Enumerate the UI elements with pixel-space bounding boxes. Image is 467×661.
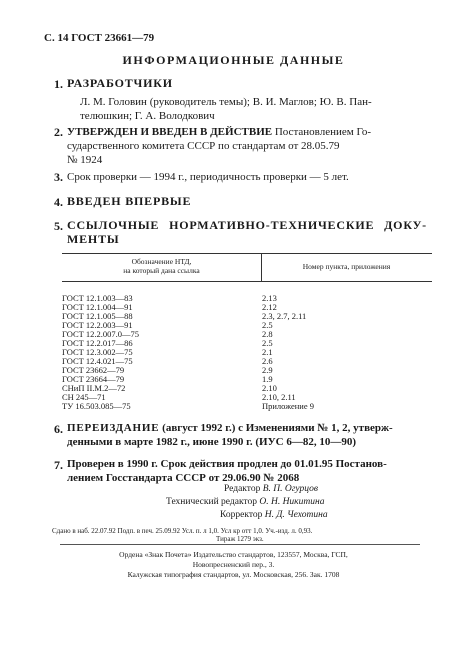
section-6-heading: ПЕРЕИЗДАНИЕ: [67, 422, 160, 434]
table-cell-doc: ГОСТ 12.1.003—83: [62, 293, 133, 303]
section-2-heading: УТВЕРЖДЕН И ВВЕДЕН В ДЕЙСТВИЕ: [67, 126, 273, 138]
imprint-line-2: Тираж 1279 экз.: [216, 535, 264, 543]
proofreader-credit: [220, 510, 328, 520]
table-cell-doc: СН 245—71: [62, 392, 106, 402]
section-5-heading-word-2: НОРМАТИВНО-ТЕХНИЧЕСКИЕ: [169, 218, 375, 232]
section-6-number: 6.: [54, 422, 63, 436]
section-7-number: 7.: [54, 458, 63, 472]
section-2-number: 2.: [54, 125, 63, 139]
editor-name: В. П. Огурцов: [262, 484, 319, 494]
table-cell-clause: 2.5: [262, 338, 273, 348]
table-cell-doc: ГОСТ 23664—79: [62, 374, 125, 384]
table-cell-clause: 2.1: [262, 347, 273, 357]
editor-label: Редактор: [224, 484, 261, 494]
table-cell-clause: 2.13: [262, 293, 277, 303]
table-header-rule: [62, 281, 432, 282]
table-cell-clause: 1.9: [262, 374, 273, 384]
table-top-rule: [62, 253, 432, 254]
section-5-heading-line-2: МЕНТЫ: [67, 232, 120, 246]
section-5-number: 5.: [54, 219, 63, 233]
section-2-line-1-rest: Постановлением Го-: [274, 126, 371, 138]
section-5-heading-word-3: ДОКУ-: [384, 218, 427, 232]
table-cell-doc: ГОСТ 12.3.002—75: [62, 347, 133, 357]
section-2-body: [67, 125, 427, 167]
section-1-number: 1.: [54, 77, 63, 91]
table-row: [62, 402, 432, 411]
section-7-line-1: Проверен в 1990 г. Срок действия продлен до 01.01.95 Постанов-: [67, 458, 387, 470]
section-6-line-1-rest: (август 1992 г.) с Изменениями № 1, 2, утверж-: [162, 422, 393, 434]
section-2-line-2: сударственного комитета СССР по стандартам от 28.05.79: [67, 140, 340, 152]
editor-credit: [224, 484, 318, 494]
printer-line-2: Новопресненский пер., 3.: [192, 560, 275, 569]
section-4-heading: ВВЕДЕН ВПЕРВЫЕ: [67, 194, 192, 208]
proofreader-name: Н. Д. Чехотина: [264, 510, 328, 520]
table-cell-clause: 2.6: [262, 356, 273, 366]
table-cell-clause: Приложение 9: [262, 401, 314, 411]
table-cell-doc: СНиП II.М.2—72: [62, 383, 126, 393]
table-cell-clause: 2.12: [262, 302, 277, 312]
table-cell-clause: 2.5: [262, 320, 273, 330]
proofreader-label: Корректор: [220, 510, 263, 520]
table-header-clause: Номер пункта, приложения: [302, 262, 391, 271]
table-cell-doc: ГОСТ 12.2.017—86: [62, 338, 133, 348]
section-3-text: Срок проверки — 1994 г., периодичность проверки — 5 лет.: [67, 171, 349, 183]
tech-editor-credit: [166, 497, 324, 507]
section-5-heading-word-1: ССЫЛОЧНЫЕ: [67, 218, 160, 232]
table-cell-doc: ГОСТ 12.1.004—91: [62, 302, 133, 312]
table-cell-clause: 2.8: [262, 329, 273, 339]
section-4-number: 4.: [54, 195, 63, 209]
section-1-body: [80, 95, 430, 123]
table-cell-doc: ГОСТ 23662—79: [62, 365, 125, 375]
table-header-designation-line-2: на который дана ссылка: [123, 266, 200, 275]
section-6-body: [67, 421, 427, 449]
table-cell-clause: 2.9: [262, 365, 273, 375]
printer-line-1: Ордена «Знак Почета» Издательство стандартов, 123557, Москва, ГСП,: [119, 550, 348, 559]
reference-documents-table: [62, 253, 432, 411]
document-title: ИНФОРМАЦИОННЫЕ ДАННЫЕ: [122, 53, 345, 67]
imprint-line-1: Сдано в наб. 22.07.92 Подп. в печ. 25.09.92 Усл. п. л 1,0. Усл кр отт 1,0. Уч.-изд. л. 0,93.: [52, 527, 313, 535]
section-1-heading: РАЗРАБОТЧИКИ: [67, 76, 173, 90]
section-6-line-2: денными в марте 1982 г., июне 1990 г. (ИУС 6—82, 10—90): [67, 436, 357, 448]
table-header-designation: [62, 257, 261, 275]
section-1-line-1: Л. М. Головин (руководитель темы); В. И. Маглов; Ю. В. Пан-: [80, 96, 372, 108]
section-1-line-2: телюшкин; Г. А. Володкович: [80, 110, 215, 122]
printer-line-3: Калужская типография стандартов, ул. Московская, 256. Зак. 1708: [127, 570, 340, 579]
table-header-designation-line-1: Обозначение НТД,: [131, 257, 192, 266]
table-cell-clause: 2.10: [262, 383, 277, 393]
section-3-number: 3.: [54, 170, 63, 184]
imprint-divider: [60, 544, 420, 545]
table-cell-doc: ГОСТ 12.1.005—88: [62, 311, 133, 321]
page-header: С. 14 ГОСТ 23661—79: [44, 32, 155, 44]
section-7-line-2: лением Госстандарта СССР от 29.06.90 № 2068: [67, 472, 300, 484]
table-cell-doc: ГОСТ 12.2.003—91: [62, 320, 133, 330]
tech-editor-name: О. Н. Никитина: [259, 497, 325, 507]
section-7-body: [67, 457, 427, 485]
table-cell-clause: 2.3, 2.7, 2.11: [262, 311, 307, 321]
table-cell-doc: ТУ 16.503.085—75: [62, 401, 131, 411]
table-cell-clause: 2.10, 2.11: [262, 392, 296, 402]
table-cell-doc: ГОСТ 12.4.021—75: [62, 356, 133, 366]
table-row: [62, 384, 432, 393]
tech-editor-label: Технический редактор: [166, 497, 257, 507]
table-cell-doc: ГОСТ 12.2.007.0—75: [62, 329, 140, 339]
section-2-line-3: № 1924: [67, 154, 103, 166]
section-5-heading: [67, 218, 427, 246]
